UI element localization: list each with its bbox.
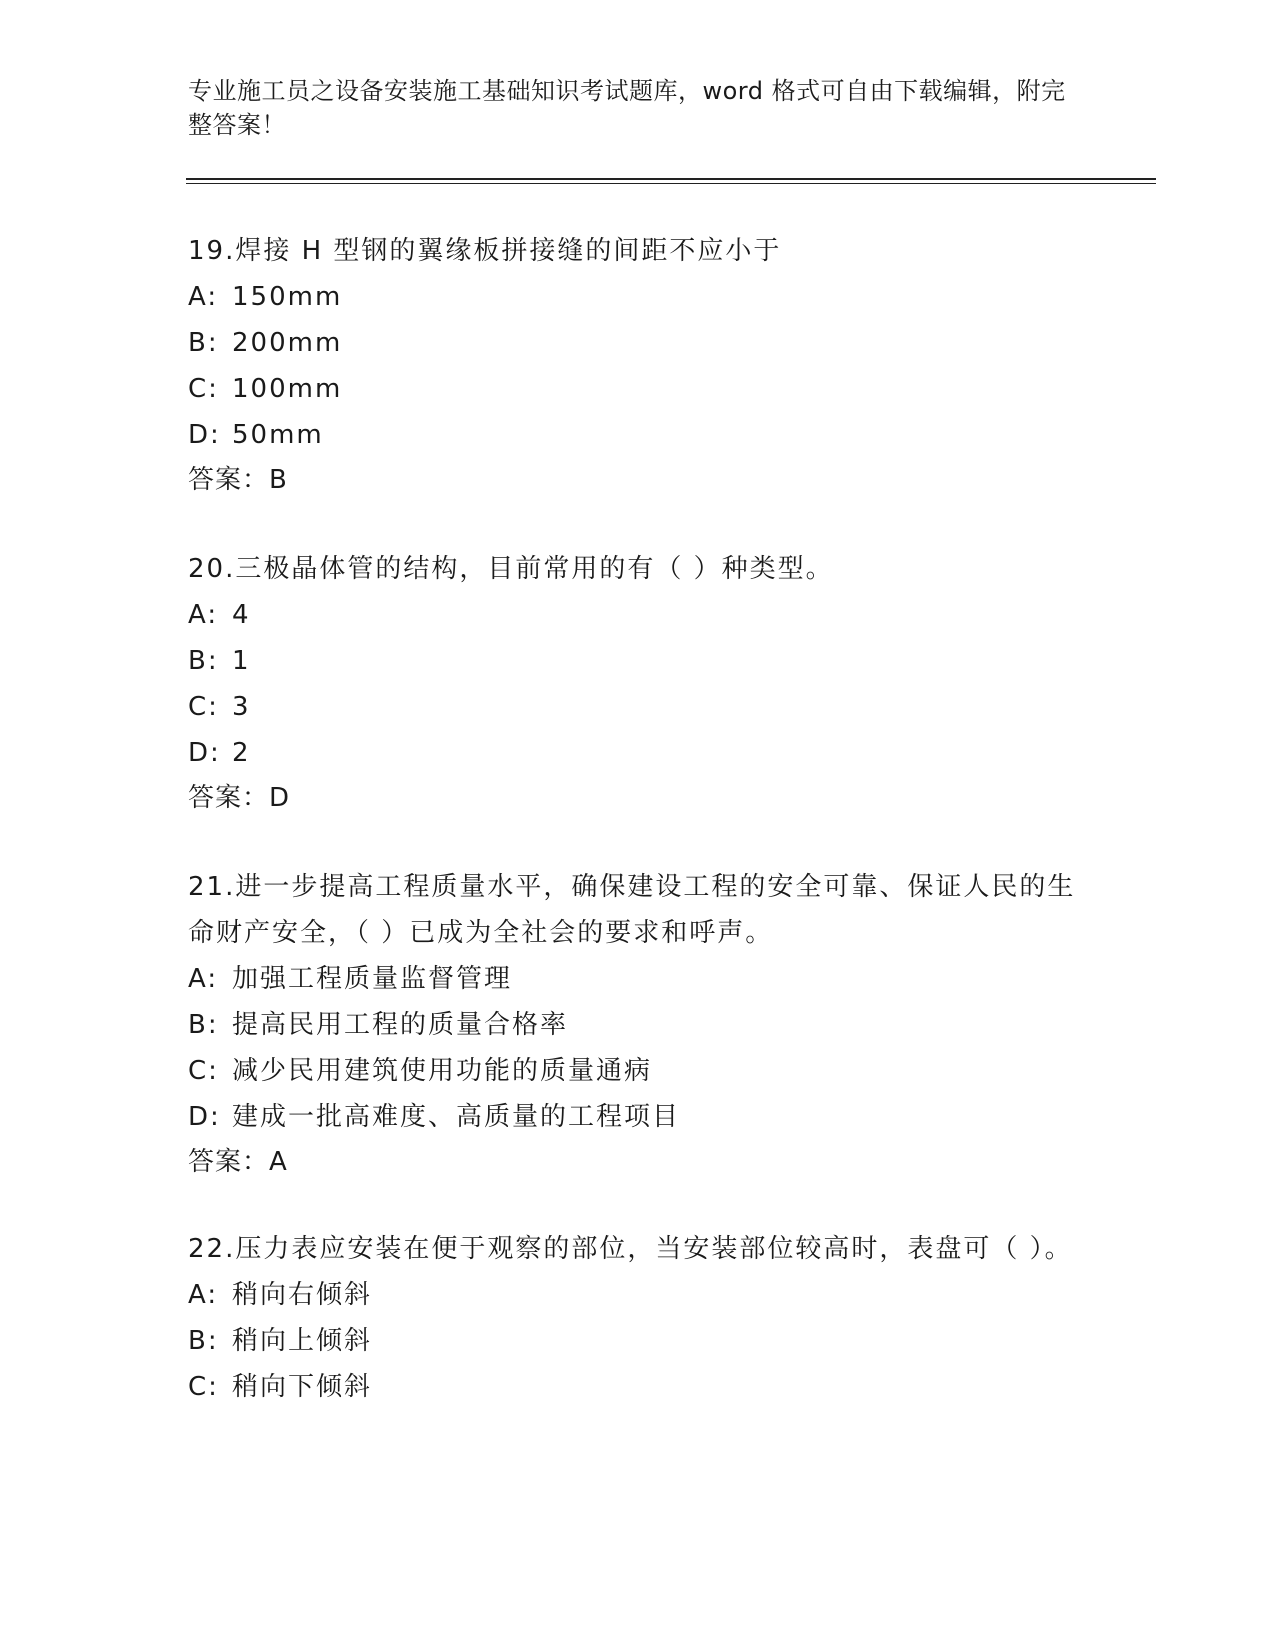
question-stem: 20.三极晶体管的结构，目前常用的有（ ）种类型。 xyxy=(188,554,834,584)
option-letter: C: xyxy=(188,1056,219,1086)
option-text: 稍向上倾斜 xyxy=(232,1326,373,1356)
option-b xyxy=(188,1318,1088,1364)
option-letter: A: xyxy=(188,282,219,312)
option-letter: C: xyxy=(188,374,219,404)
option-letter: B: xyxy=(188,328,219,358)
option-letter: C: xyxy=(188,692,219,722)
option-text: 减少民用建筑使用功能的质量通病 xyxy=(232,1056,653,1086)
option-d xyxy=(188,412,1088,458)
option-letter: D: xyxy=(188,1102,221,1132)
question-stem: 19.焊接 H 型钢的翼缘板拼接缝的间距不应小于 xyxy=(188,236,782,266)
header-line-2: 整答案！ xyxy=(188,111,286,139)
option-d xyxy=(188,1094,1088,1140)
header-line-1: 专业施工员之设备安装施工基础知识考试题库，word 格式可自由下载编辑，附完 xyxy=(188,77,1066,105)
option-letter: A: xyxy=(188,964,219,994)
option-letter: B: xyxy=(188,1010,219,1040)
option-letter: A: xyxy=(188,600,219,630)
option-b xyxy=(188,320,1088,366)
question-20 xyxy=(188,546,1088,820)
option-text: 3 xyxy=(232,692,251,722)
option-text: 1 xyxy=(232,646,251,676)
option-letter: D: xyxy=(188,420,221,450)
option-text: 稍向右倾斜 xyxy=(232,1280,373,1310)
question-22 xyxy=(188,1226,1088,1410)
header-divider-thick xyxy=(186,178,1156,180)
option-b xyxy=(188,638,1088,684)
question-21 xyxy=(188,864,1088,1184)
option-text: 4 xyxy=(232,600,251,630)
option-text: 100mm xyxy=(232,374,343,404)
answer-label: 答案：D xyxy=(188,783,291,813)
option-a xyxy=(188,274,1088,320)
option-letter: B: xyxy=(188,646,219,676)
document-header xyxy=(188,74,1088,142)
option-a xyxy=(188,592,1088,638)
option-letter: B: xyxy=(188,1326,219,1356)
option-text: 150mm xyxy=(232,282,343,312)
option-text: 稍向下倾斜 xyxy=(232,1372,373,1402)
option-b xyxy=(188,1002,1088,1048)
option-c xyxy=(188,684,1088,730)
answer-label: 答案：A xyxy=(188,1147,288,1177)
option-c xyxy=(188,1048,1088,1094)
option-c xyxy=(188,366,1088,412)
option-text: 200mm xyxy=(232,328,343,358)
option-text: 建成一批高难度、高质量的工程项目 xyxy=(232,1102,681,1132)
header-divider-thin xyxy=(186,183,1156,184)
question-stem: 21.进一步提高工程质量水平，确保建设工程的安全可靠、保证人民的生命财产安全，（ ）已成为全社会的要求和呼声。 xyxy=(188,872,1076,948)
answer-label: 答案：B xyxy=(188,465,288,495)
option-text: 2 xyxy=(232,738,251,768)
option-text: 50mm xyxy=(232,420,324,450)
option-a xyxy=(188,956,1088,1002)
option-d xyxy=(188,730,1088,776)
option-text: 加强工程质量监督管理 xyxy=(232,964,513,994)
option-letter: C: xyxy=(188,1372,219,1402)
option-c xyxy=(188,1364,1088,1410)
option-letter: A: xyxy=(188,1280,219,1310)
question-19 xyxy=(188,228,1088,502)
question-stem: 22.压力表应安装在便于观察的部位，当安装部位较高时，表盘可（ ）。 xyxy=(188,1234,1073,1264)
option-letter: D: xyxy=(188,738,221,768)
option-a xyxy=(188,1272,1088,1318)
option-text: 提高民用工程的质量合格率 xyxy=(232,1010,569,1040)
